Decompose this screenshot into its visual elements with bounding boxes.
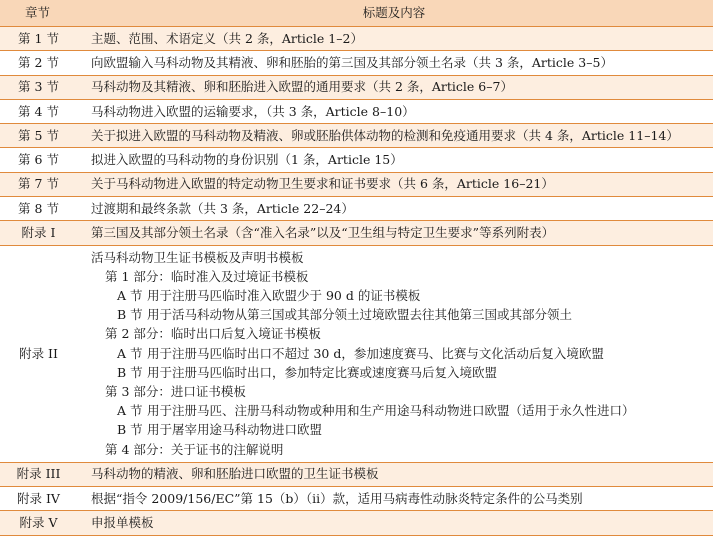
header-section-column: 章节: [0, 0, 75, 27]
table-row: [0, 75, 713, 99]
item-text: 用于活马科动物从第三国或其部分领土过境欧盟去往其他第三国或其部分领土: [147, 307, 573, 323]
section-cell: 第 4 节: [0, 99, 75, 123]
content-cell: 马科动物进入欧盟的运输要求，（共 3 条，Article 8–10）: [75, 99, 713, 123]
section-cell: 附录 II: [0, 245, 75, 462]
item-text: 用于注册马匹临时出口不超过 30 d，参加速度赛马、比赛与文化活动后复入境欧盟: [147, 345, 604, 361]
table-row: [0, 27, 713, 51]
part-title: 第 3 部分：进口证书模板: [105, 383, 246, 399]
content-cell: 马科动物的精液、卵和胚胎进口欧盟的卫生证书模板: [75, 462, 713, 486]
header-content-column: 标题及内容: [75, 0, 713, 27]
content-cell: 关于马科动物进入欧盟的特定动物卫生要求和证书要求（共 6 条，Article 16–21）: [75, 172, 713, 196]
part-title: 第 1 部分：临时准入及过境证书模板: [105, 268, 309, 284]
table-row: [0, 148, 713, 172]
part-item: [75, 286, 713, 305]
table-row: [0, 487, 713, 511]
part-item: [75, 305, 713, 324]
item-label: B 节: [117, 307, 143, 323]
section-cell: 附录 III: [0, 462, 75, 486]
item-text: 用于注册马匹临时出口，参加特定比赛或速度赛马后复入境欧盟: [147, 364, 498, 380]
content-cell: 申报单模板: [75, 511, 713, 535]
part-title: 第 4 部分：关于证书的注解说明: [105, 441, 284, 457]
annex-ii-title: 活马科动物卫生证书模板及声明书模板: [91, 249, 304, 265]
section-cell: 第 8 节: [0, 197, 75, 221]
item-label: B 节: [117, 364, 143, 380]
section-cell: 第 1 节: [0, 27, 75, 51]
item-label: A 节: [117, 403, 143, 419]
table-header-row: [0, 0, 713, 27]
content-cell: 根据“指令 2009/156/EC”第 15（b）（ii）款，适用马病毒性动脉炎特定条件的公马类别: [75, 487, 713, 511]
section-cell: 第 5 节: [0, 124, 75, 148]
item-label: A 节: [117, 288, 143, 304]
content-cell: 过渡期和最终条款（共 3 条，Article 22–24）: [75, 197, 713, 221]
section-cell: 第 2 节: [0, 51, 75, 75]
part-item: [75, 420, 713, 439]
section-cell: 第 3 节: [0, 75, 75, 99]
section-cell: 第 6 节: [0, 148, 75, 172]
table-row: [0, 172, 713, 196]
table-row: [0, 51, 713, 75]
content-cell: 第三国及其部分领土名录（含“准入名录”以及“卫生组与特定卫生要求”等系列附表）: [75, 221, 713, 245]
table-row: [0, 124, 713, 148]
part-title: 第 2 部分：临时出口后复入境证书模板: [105, 326, 321, 342]
content-cell: 关于拟进入欧盟的马科动物及精液、卵或胚胎供体动物的检测和免疫通用要求（共 4 条，Article 11–14）: [75, 124, 713, 148]
content-cell: 向欧盟输入马科动物及其精液、卵和胚胎的第三国及其部分领土名录（共 3 条，Article 3–5）: [75, 51, 713, 75]
section-cell: 附录 V: [0, 511, 75, 535]
table-row: [0, 197, 713, 221]
part-item: [75, 363, 713, 382]
item-label: B 节: [117, 422, 143, 438]
item-text: 用于屠宰用途马科动物进口欧盟: [147, 422, 323, 438]
item-text: 用于注册马匹临时准入欧盟少于 90 d 的证书模板: [147, 288, 421, 304]
table-row: [0, 462, 713, 486]
annex-ii-row: [0, 245, 713, 462]
item-label: A 节: [117, 345, 143, 361]
section-cell: 第 7 节: [0, 172, 75, 196]
table-row: [0, 511, 713, 535]
section-cell: 附录 IV: [0, 487, 75, 511]
content-cell: 拟进入欧盟的马科动物的身份识别（1 条，Article 15）: [75, 148, 713, 172]
table-row: [0, 99, 713, 123]
part-item: [75, 344, 713, 363]
table-row: [0, 221, 713, 245]
annex-ii-content: [75, 245, 713, 462]
part-item: [75, 401, 713, 420]
item-text: 用于注册马匹、注册马科动物或种用和生产用途马科动物进口欧盟（适用于永久性进口）: [147, 403, 635, 419]
content-cell: 马科动物及其精液、卵和胚胎进入欧盟的通用要求（共 2 条，Article 6–7）: [75, 75, 713, 99]
section-cell: 附录 I: [0, 221, 75, 245]
content-cell: 主题、范围、术语定义（共 2 条，Article 1–2）: [75, 27, 713, 51]
